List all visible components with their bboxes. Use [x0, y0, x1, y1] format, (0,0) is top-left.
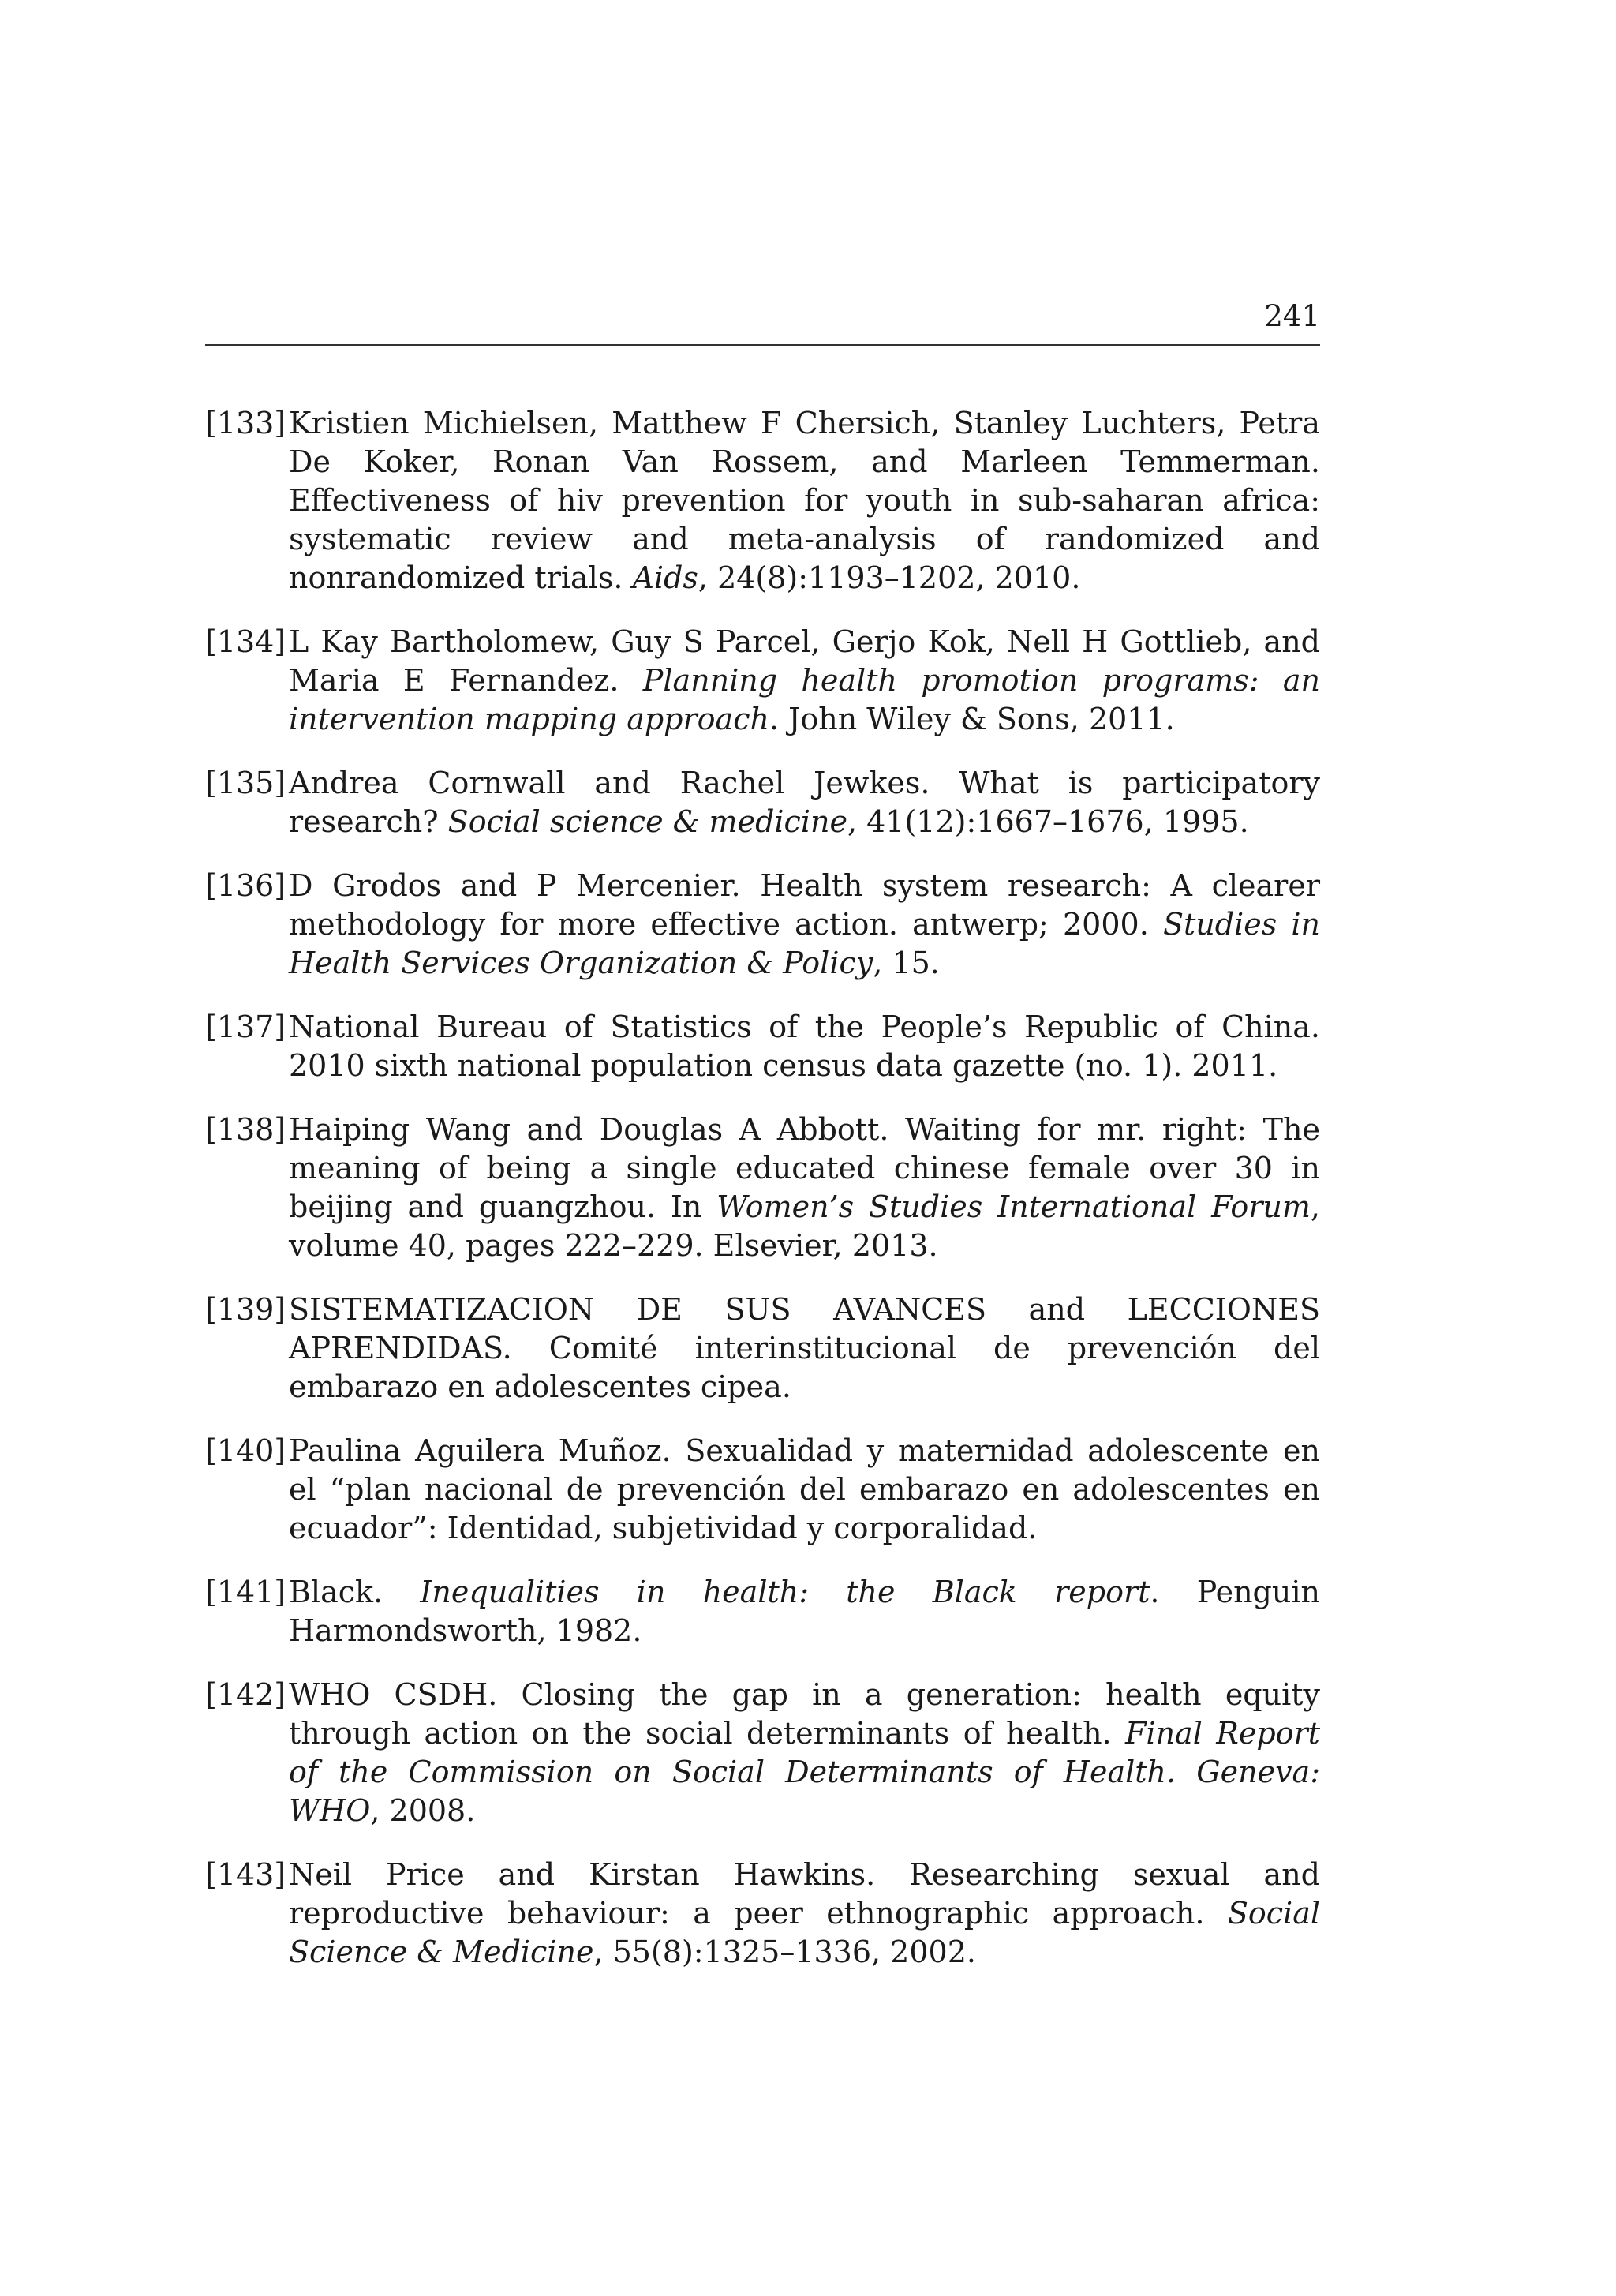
reference-item [205, 404, 1320, 597]
reference-number: [142] [205, 1677, 286, 1712]
reference-number: [134] [205, 624, 286, 659]
reference-item [205, 1008, 1320, 1085]
reference-text-italic: Social science & medicine [447, 804, 847, 839]
reference-text-tail: . John Wiley & Sons, 2011. [769, 702, 1175, 736]
reference-text-italic: Women’s Studies International Forum [716, 1189, 1311, 1224]
reference-text [289, 1111, 1320, 1265]
reference-text-italic: Inequalities in health: the Black report [420, 1575, 1150, 1609]
reference-number: [141] [205, 1575, 286, 1609]
reference-item [205, 1573, 1320, 1650]
reference-text [289, 1008, 1320, 1085]
reference-text-italic: Aids [632, 560, 698, 595]
reference-number: [133] [205, 406, 286, 440]
reference-text [289, 404, 1320, 597]
header-rule [205, 344, 1320, 346]
reference-number: [137] [205, 1009, 286, 1044]
reference-text-tail: , volume 40, pages 222–229. Elsevier, 2013. [289, 1189, 1320, 1263]
reference-item [205, 1111, 1320, 1265]
reference-list [205, 404, 1320, 1997]
reference-item [205, 1432, 1320, 1548]
reference-text-italic: Studies in Health Services Organization & Policy [289, 907, 1320, 980]
reference-text-tail: , 55(8):1325–1336, 2002. [593, 1935, 976, 1969]
reference-text-italic: Social Science & Medicine [289, 1896, 1320, 1969]
reference-number: [138] [205, 1112, 286, 1147]
reference-text [289, 1676, 1320, 1830]
reference-item [205, 764, 1320, 841]
reference-text [289, 1432, 1320, 1548]
reference-text-plain: Kristien Michielsen, Matthew F Chersich, Stanley Luchters, Petra De Koker, Ronan Van Rossem, and Marleen Temmerman. Effectiveness of hiv prevention for youth in sub-saharan africa: systematic review and meta-analysis of randomized and nonrandomized trials. [289, 406, 1320, 595]
reference-item [205, 867, 1320, 983]
reference-item [205, 1676, 1320, 1830]
reference-text-plain: Neil Price and Kirstan Hawkins. Researching sexual and reproductive behaviour: a peer ethnographic approach. [289, 1857, 1320, 1931]
reference-item [205, 1290, 1320, 1406]
reference-text-tail: , 24(8):1193–1202, 2010. [698, 560, 1081, 595]
reference-text-plain: Black. [289, 1575, 421, 1609]
reference-text [289, 1290, 1320, 1406]
reference-text-plain: Paulina Aguilera Muñoz. Sexualidad y maternidad adolescente en el “plan nacional de prevención del embarazo en adolescentes en ecuador”: Identidad, subjetividad y corporalidad. [289, 1433, 1320, 1545]
reference-number: [136] [205, 868, 286, 903]
page-number: 241 [1264, 299, 1320, 333]
reference-item [205, 623, 1320, 739]
reference-text-italic: Final Report of the Commission on Social Determinants of Health. Geneva: WHO [289, 1716, 1320, 1828]
reference-number: [143] [205, 1857, 286, 1892]
reference-text [289, 867, 1320, 983]
reference-text-tail: , 2008. [370, 1793, 476, 1828]
reference-text-plain: Andrea Cornwall and Rachel Jewkes. What is participatory research? [289, 766, 1320, 839]
reference-number: [135] [205, 766, 286, 800]
reference-text [289, 1856, 1320, 1972]
reference-text-tail: . Penguin Harmondsworth, 1982. [289, 1575, 1320, 1648]
reference-text-plain: National Bureau of Statistics of the People’s Republic of China. 2010 sixth national population census data gazette (no. 1). 2011. [289, 1009, 1320, 1083]
reference-text-plain: Haiping Wang and Douglas A Abbott. Waiting for mr. right: The meaning of being a single educated chinese female over 30 in beijing and guangzhou. In [289, 1112, 1320, 1224]
reference-text-plain: D Grodos and P Mercenier. Health system research: A clearer methodology for more effective action. antwerp; 2000. [289, 868, 1320, 942]
reference-text-plain: WHO CSDH. Closing the gap in a generation: health equity through action on the social determinants of health. [289, 1677, 1320, 1751]
reference-text [289, 623, 1320, 739]
reference-number: [139] [205, 1292, 286, 1327]
reference-item [205, 1856, 1320, 1972]
reference-text-plain: L Kay Bartholomew, Guy S Parcel, Gerjo Kok, Nell H Gottlieb, and Maria E Fernandez. [289, 624, 1320, 698]
reference-text-tail: , 41(12):1667–1676, 1995. [847, 804, 1249, 839]
reference-text [289, 1573, 1320, 1650]
reference-text-tail: , 15. [873, 946, 940, 980]
reference-text-plain: SISTEMATIZACION DE SUS AVANCES and LECCIONES APRENDIDAS. Comité interinstitucional de prevención del embarazo en adolescentes cipea. [289, 1292, 1320, 1404]
reference-text [289, 764, 1320, 841]
reference-text-italic: Planning health promotion programs: an intervention mapping approach [289, 663, 1320, 736]
reference-number: [140] [205, 1433, 286, 1468]
